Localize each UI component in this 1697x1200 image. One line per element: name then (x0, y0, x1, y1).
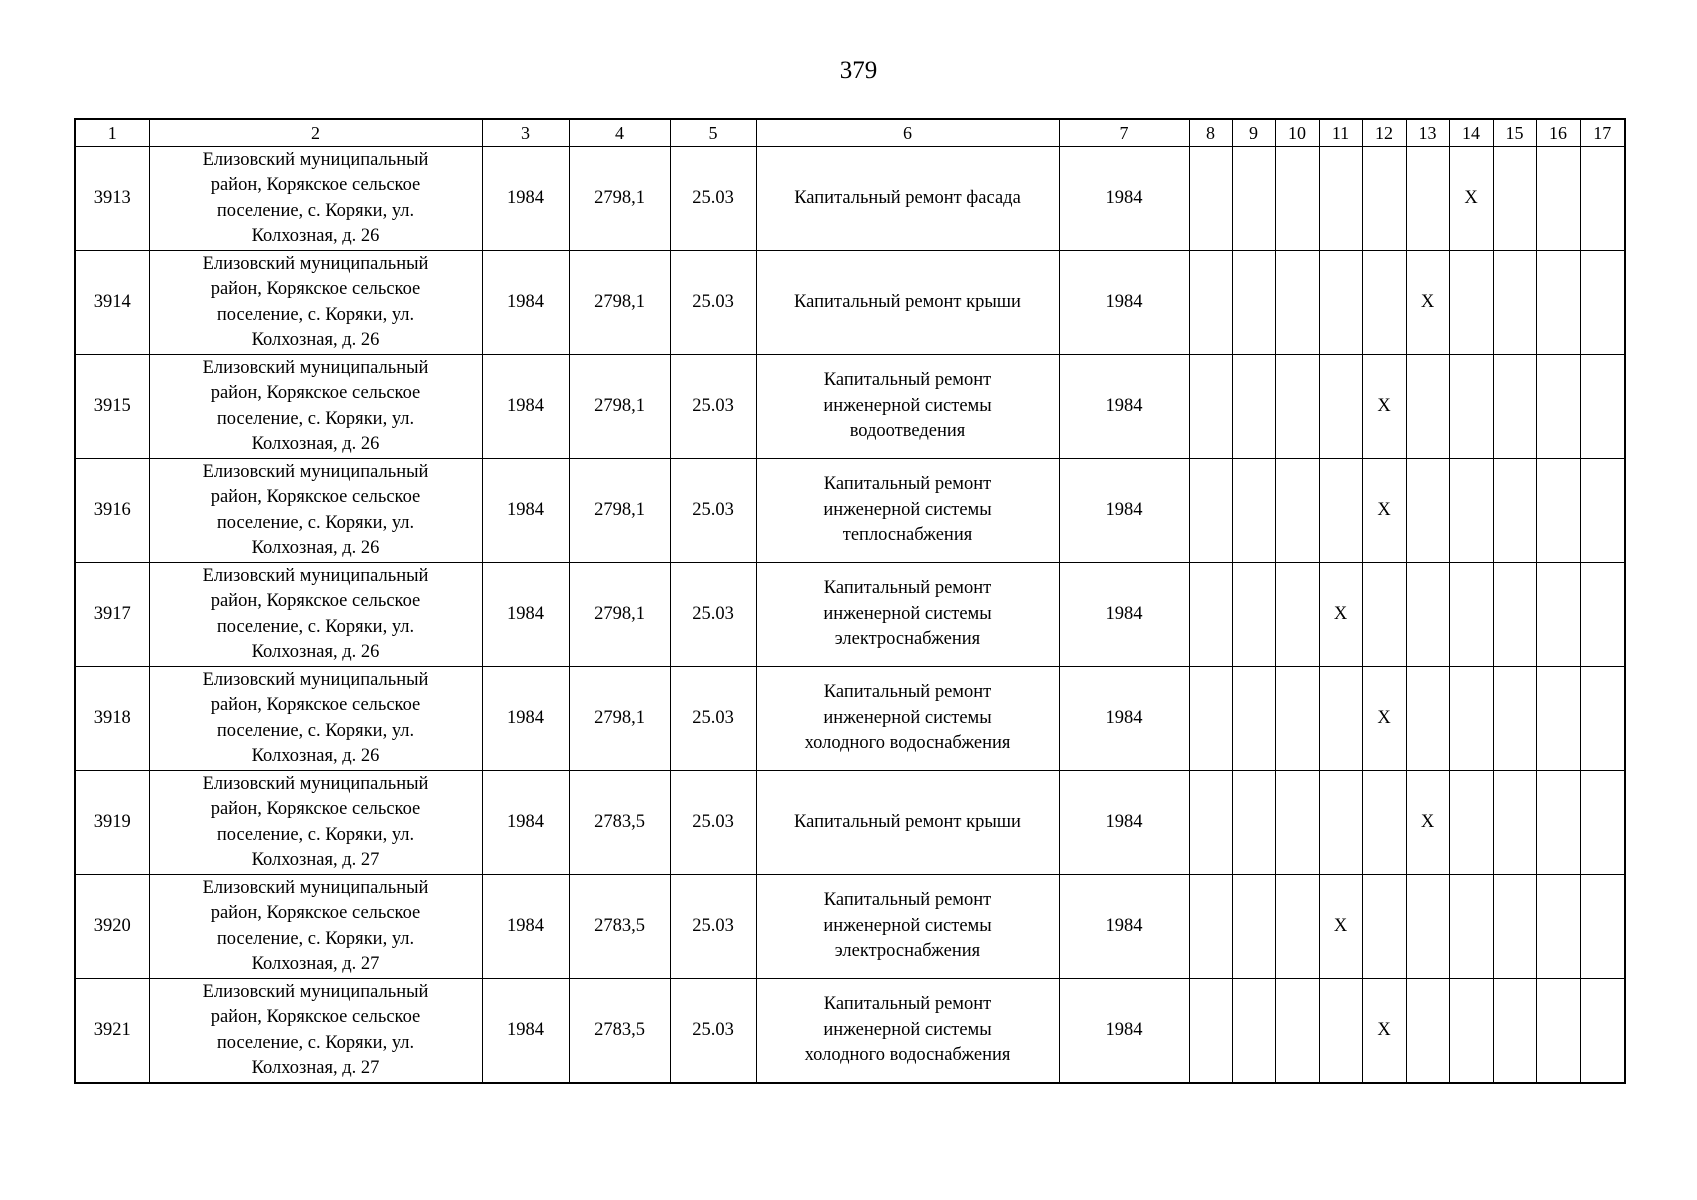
work-type-cell: Капитальный ремонт инженерной системы холодного водоснабжения (756, 667, 1059, 771)
address-cell: Елизовский муниципальный район, Корякское сельское поселение, с. Коряки, ул. Колхозная, д. 26 (149, 459, 482, 563)
area-cell: 2798,1 (569, 563, 670, 667)
address-cell: Елизовский муниципальный район, Корякское сельское поселение, с. Коряки, ул. Колхозная, д. 26 (149, 251, 482, 355)
empty-cell (1493, 251, 1536, 355)
row-number: 3913 (75, 147, 149, 251)
column-header-8: 8 (1189, 119, 1232, 147)
mark-cell: X (1406, 771, 1449, 875)
empty-cell (1232, 251, 1275, 355)
build-year-cell: 1984 (482, 979, 569, 1084)
code-cell: 25.03 (670, 147, 756, 251)
mark-cell: X (1406, 251, 1449, 355)
mark-cell: X (1362, 459, 1406, 563)
empty-cell (1362, 147, 1406, 251)
code-cell: 25.03 (670, 979, 756, 1084)
row-number: 3921 (75, 979, 149, 1084)
code-cell: 25.03 (670, 459, 756, 563)
empty-cell (1275, 355, 1319, 459)
plan-year-cell: 1984 (1059, 459, 1189, 563)
empty-cell (1189, 147, 1232, 251)
empty-cell (1362, 771, 1406, 875)
table-row (75, 979, 1625, 1084)
empty-cell (1493, 147, 1536, 251)
build-year-cell: 1984 (482, 355, 569, 459)
repair-schedule-table (74, 118, 1626, 1084)
plan-year-cell: 1984 (1059, 771, 1189, 875)
empty-cell (1319, 147, 1362, 251)
empty-cell (1493, 563, 1536, 667)
row-number: 3918 (75, 667, 149, 771)
column-header-13: 13 (1406, 119, 1449, 147)
empty-cell (1189, 355, 1232, 459)
area-cell: 2783,5 (569, 979, 670, 1084)
empty-cell (1232, 355, 1275, 459)
empty-cell (1580, 563, 1625, 667)
empty-cell (1580, 147, 1625, 251)
empty-cell (1580, 979, 1625, 1084)
empty-cell (1406, 979, 1449, 1084)
mark-cell: X (1362, 979, 1406, 1084)
empty-cell (1232, 147, 1275, 251)
empty-cell (1580, 459, 1625, 563)
empty-cell (1232, 771, 1275, 875)
empty-cell (1493, 875, 1536, 979)
work-type-cell: Капитальный ремонт инженерной системы водоотведения (756, 355, 1059, 459)
mark-cell: X (1362, 667, 1406, 771)
empty-cell (1449, 355, 1493, 459)
empty-cell (1493, 979, 1536, 1084)
column-header-4: 4 (569, 119, 670, 147)
plan-year-cell: 1984 (1059, 667, 1189, 771)
empty-cell (1449, 979, 1493, 1084)
build-year-cell: 1984 (482, 563, 569, 667)
column-header-5: 5 (670, 119, 756, 147)
build-year-cell: 1984 (482, 251, 569, 355)
column-header-14: 14 (1449, 119, 1493, 147)
column-header-11: 11 (1319, 119, 1362, 147)
table-row (75, 875, 1625, 979)
address-cell: Елизовский муниципальный район, Корякское сельское поселение, с. Коряки, ул. Колхозная, д. 27 (149, 979, 482, 1084)
empty-cell (1580, 875, 1625, 979)
code-cell: 25.03 (670, 251, 756, 355)
address-cell: Елизовский муниципальный район, Корякское сельское поселение, с. Коряки, ул. Колхозная, д. 26 (149, 667, 482, 771)
empty-cell (1362, 563, 1406, 667)
empty-cell (1232, 459, 1275, 563)
empty-cell (1406, 355, 1449, 459)
row-number: 3915 (75, 355, 149, 459)
empty-cell (1232, 563, 1275, 667)
empty-cell (1580, 771, 1625, 875)
work-type-cell: Капитальный ремонт фасада (756, 147, 1059, 251)
column-header-15: 15 (1493, 119, 1536, 147)
build-year-cell: 1984 (482, 667, 569, 771)
area-cell: 2798,1 (569, 251, 670, 355)
empty-cell (1189, 979, 1232, 1084)
plan-year-cell: 1984 (1059, 251, 1189, 355)
table-row (75, 563, 1625, 667)
empty-cell (1406, 459, 1449, 563)
area-cell: 2783,5 (569, 875, 670, 979)
empty-cell (1275, 771, 1319, 875)
empty-cell (1275, 563, 1319, 667)
empty-cell (1536, 771, 1580, 875)
area-cell: 2798,1 (569, 667, 670, 771)
empty-cell (1362, 251, 1406, 355)
column-header-7: 7 (1059, 119, 1189, 147)
empty-cell (1189, 251, 1232, 355)
empty-cell (1406, 147, 1449, 251)
mark-cell: X (1319, 875, 1362, 979)
empty-cell (1189, 459, 1232, 563)
column-header-6: 6 (756, 119, 1059, 147)
address-cell: Елизовский муниципальный район, Корякское сельское поселение, с. Коряки, ул. Колхозная, д. 26 (149, 147, 482, 251)
work-type-cell: Капитальный ремонт инженерной системы холодного водоснабжения (756, 979, 1059, 1084)
empty-cell (1319, 355, 1362, 459)
empty-cell (1275, 459, 1319, 563)
column-header-10: 10 (1275, 119, 1319, 147)
empty-cell (1449, 875, 1493, 979)
code-cell: 25.03 (670, 875, 756, 979)
work-type-cell: Капитальный ремонт инженерной системы электроснабжения (756, 563, 1059, 667)
empty-cell (1536, 667, 1580, 771)
build-year-cell: 1984 (482, 875, 569, 979)
code-cell: 25.03 (670, 563, 756, 667)
empty-cell (1319, 771, 1362, 875)
empty-cell (1449, 667, 1493, 771)
table-row (75, 355, 1625, 459)
empty-cell (1449, 563, 1493, 667)
address-cell: Елизовский муниципальный район, Корякское сельское поселение, с. Коряки, ул. Колхозная, д. 27 (149, 771, 482, 875)
plan-year-cell: 1984 (1059, 147, 1189, 251)
code-cell: 25.03 (670, 355, 756, 459)
empty-cell (1232, 667, 1275, 771)
code-cell: 25.03 (670, 771, 756, 875)
empty-cell (1536, 459, 1580, 563)
empty-cell (1275, 875, 1319, 979)
plan-year-cell: 1984 (1059, 875, 1189, 979)
column-header-9: 9 (1232, 119, 1275, 147)
empty-cell (1536, 251, 1580, 355)
address-cell: Елизовский муниципальный район, Корякское сельское поселение, с. Коряки, ул. Колхозная, д. 26 (149, 355, 482, 459)
column-header-1: 1 (75, 119, 149, 147)
empty-cell (1580, 355, 1625, 459)
empty-cell (1189, 875, 1232, 979)
empty-cell (1493, 459, 1536, 563)
empty-cell (1493, 667, 1536, 771)
table-row (75, 667, 1625, 771)
empty-cell (1536, 355, 1580, 459)
build-year-cell: 1984 (482, 459, 569, 563)
plan-year-cell: 1984 (1059, 563, 1189, 667)
empty-cell (1493, 355, 1536, 459)
row-number: 3920 (75, 875, 149, 979)
empty-cell (1449, 771, 1493, 875)
address-cell: Елизовский муниципальный район, Корякское сельское поселение, с. Коряки, ул. Колхозная, д. 27 (149, 875, 482, 979)
empty-cell (1493, 771, 1536, 875)
column-number-header-row (75, 119, 1625, 147)
empty-cell (1362, 875, 1406, 979)
area-cell: 2798,1 (569, 459, 670, 563)
empty-cell (1319, 979, 1362, 1084)
work-type-cell: Капитальный ремонт крыши (756, 771, 1059, 875)
empty-cell (1580, 667, 1625, 771)
empty-cell (1406, 563, 1449, 667)
empty-cell (1232, 979, 1275, 1084)
row-number: 3919 (75, 771, 149, 875)
empty-cell (1275, 147, 1319, 251)
table-row (75, 771, 1625, 875)
empty-cell (1536, 875, 1580, 979)
plan-year-cell: 1984 (1059, 979, 1189, 1084)
column-header-2: 2 (149, 119, 482, 147)
build-year-cell: 1984 (482, 771, 569, 875)
work-type-cell: Капитальный ремонт инженерной системы теплоснабжения (756, 459, 1059, 563)
work-type-cell: Капитальный ремонт крыши (756, 251, 1059, 355)
column-header-3: 3 (482, 119, 569, 147)
empty-cell (1275, 979, 1319, 1084)
empty-cell (1189, 667, 1232, 771)
empty-cell (1275, 667, 1319, 771)
empty-cell (1319, 251, 1362, 355)
page-number: 379 (839, 57, 878, 84)
empty-cell (1406, 875, 1449, 979)
empty-cell (1189, 563, 1232, 667)
empty-cell (1536, 147, 1580, 251)
empty-cell (1232, 875, 1275, 979)
column-header-16: 16 (1536, 119, 1580, 147)
empty-cell (1580, 251, 1625, 355)
row-number: 3916 (75, 459, 149, 563)
empty-cell (1536, 979, 1580, 1084)
work-type-cell: Капитальный ремонт инженерной системы электроснабжения (756, 875, 1059, 979)
row-number: 3917 (75, 563, 149, 667)
empty-cell (1319, 459, 1362, 563)
code-cell: 25.03 (670, 667, 756, 771)
empty-cell (1536, 563, 1580, 667)
empty-cell (1275, 251, 1319, 355)
row-number: 3914 (75, 251, 149, 355)
plan-year-cell: 1984 (1059, 355, 1189, 459)
empty-cell (1449, 251, 1493, 355)
area-cell: 2798,1 (569, 355, 670, 459)
column-header-12: 12 (1362, 119, 1406, 147)
mark-cell: X (1319, 563, 1362, 667)
address-cell: Елизовский муниципальный район, Корякское сельское поселение, с. Коряки, ул. Колхозная, д. 26 (149, 563, 482, 667)
column-header-17: 17 (1580, 119, 1625, 147)
mark-cell: X (1449, 147, 1493, 251)
empty-cell (1189, 771, 1232, 875)
table-row (75, 147, 1625, 251)
area-cell: 2783,5 (569, 771, 670, 875)
table-row (75, 251, 1625, 355)
build-year-cell: 1984 (482, 147, 569, 251)
table-row (75, 459, 1625, 563)
empty-cell (1319, 667, 1362, 771)
area-cell: 2798,1 (569, 147, 670, 251)
empty-cell (1406, 667, 1449, 771)
mark-cell: X (1362, 355, 1406, 459)
empty-cell (1449, 459, 1493, 563)
